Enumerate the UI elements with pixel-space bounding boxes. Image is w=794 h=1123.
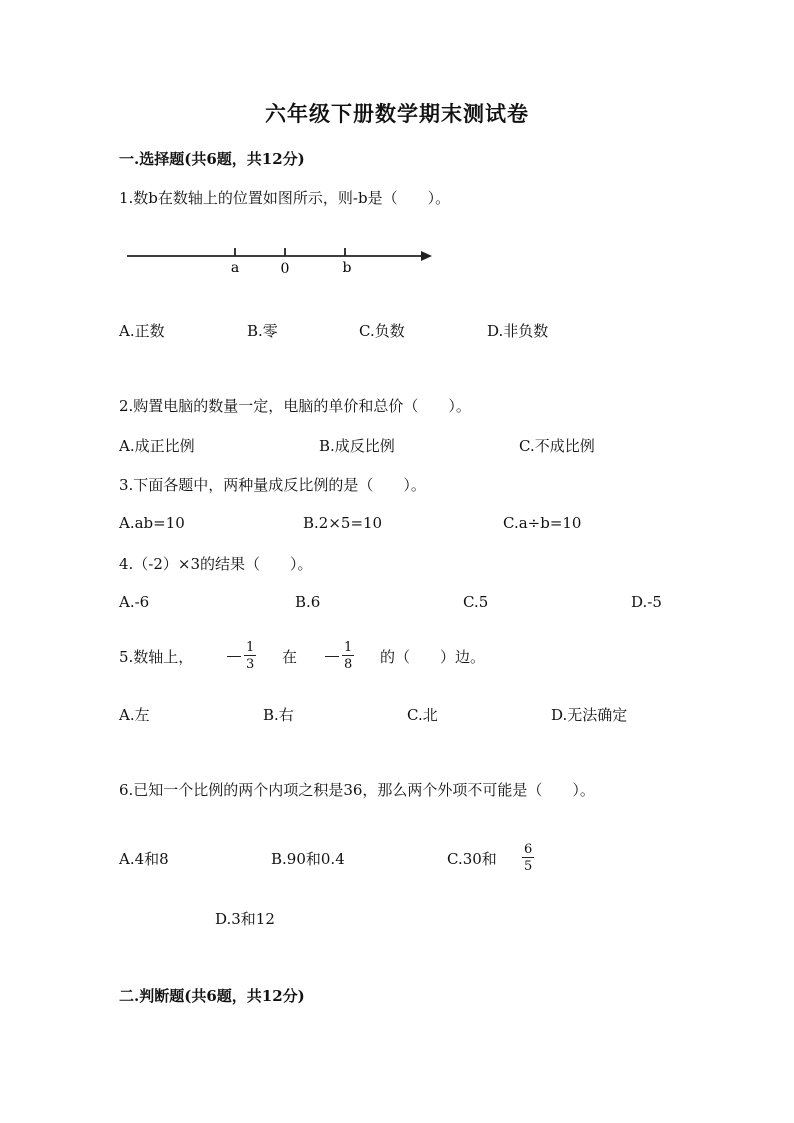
q6-option-c: C.30和	[447, 850, 497, 868]
page-title: 六年级下册数学期末测试卷	[265, 101, 529, 126]
question-5-prefix: 5.数轴上，	[119, 648, 194, 666]
q5-option-b: B.右	[263, 706, 294, 724]
fraction-numerator: 1	[246, 640, 255, 655]
question-5-suffix: 的（ ）边。	[380, 648, 486, 666]
q2-option-a: A.成正比例	[119, 437, 195, 455]
q4-option-c: C.5	[463, 593, 489, 611]
q6-option-d: D.3和12	[215, 910, 275, 928]
q6-option-c-fraction	[522, 843, 534, 873]
q3-option-b: B.2×5=10	[303, 514, 383, 532]
section-heading-choice: 一.选择题(共6题，共12分)	[119, 150, 305, 168]
question-5-fraction-2	[325, 641, 354, 671]
q3-option-a: A.ab=10	[119, 514, 185, 532]
q5-option-a: A.左	[119, 706, 150, 724]
fraction-numerator: 1	[344, 640, 353, 655]
q4-option-a: A.-6	[119, 593, 150, 611]
q1-option-d: D.非负数	[487, 322, 549, 340]
q1-option-c: C.负数	[359, 322, 405, 340]
section-heading-judgement: 二.判断题(共6题，共12分)	[119, 987, 305, 1005]
q3-option-c: C.a÷b=10	[503, 514, 582, 532]
negative-sign	[325, 656, 339, 657]
question-1-text: 1.数b在数轴上的位置如图所示，则-b是（ ）。	[119, 189, 451, 207]
q2-option-b: B.成反比例	[319, 437, 395, 455]
negative-sign	[227, 656, 241, 657]
question-2-text: 2.购置电脑的数量一定，电脑的单价和总价（ ）。	[119, 397, 471, 415]
label-a: a	[230, 260, 240, 276]
fraction-denominator: 8	[344, 657, 353, 672]
q5-option-c: C.北	[407, 706, 438, 724]
question-5-fraction-1	[227, 641, 256, 671]
q4-option-d: D.-5	[631, 593, 662, 611]
question-6-text: 6.已知一个比例的两个内项之积是36，那么两个外项不可能是（ ）。	[119, 781, 595, 799]
label-b: b	[342, 260, 352, 276]
question-5-middle: 在	[282, 648, 298, 666]
fraction-numerator: 6	[524, 842, 533, 857]
label-zero: 0	[280, 261, 290, 277]
q4-option-b: B.6	[295, 593, 321, 611]
number-line-figure	[120, 238, 440, 278]
question-4-text: 4.（-2）×3的结果（ ）。	[119, 555, 313, 573]
q1-option-b: B.零	[247, 322, 278, 340]
question-3-text: 3.下面各题中，两种量成反比例的是（ ）。	[119, 476, 426, 494]
fraction-denominator: 3	[246, 657, 255, 672]
q1-option-a: A.正数	[119, 322, 165, 340]
fraction-denominator: 5	[524, 859, 533, 874]
q5-option-d: D.无法确定	[551, 706, 628, 724]
number-line-arrow	[421, 251, 432, 261]
q2-option-c: C.不成比例	[519, 437, 595, 455]
q6-option-b: B.90和0.4	[271, 850, 345, 868]
q6-option-a: A.4和8	[119, 850, 169, 868]
